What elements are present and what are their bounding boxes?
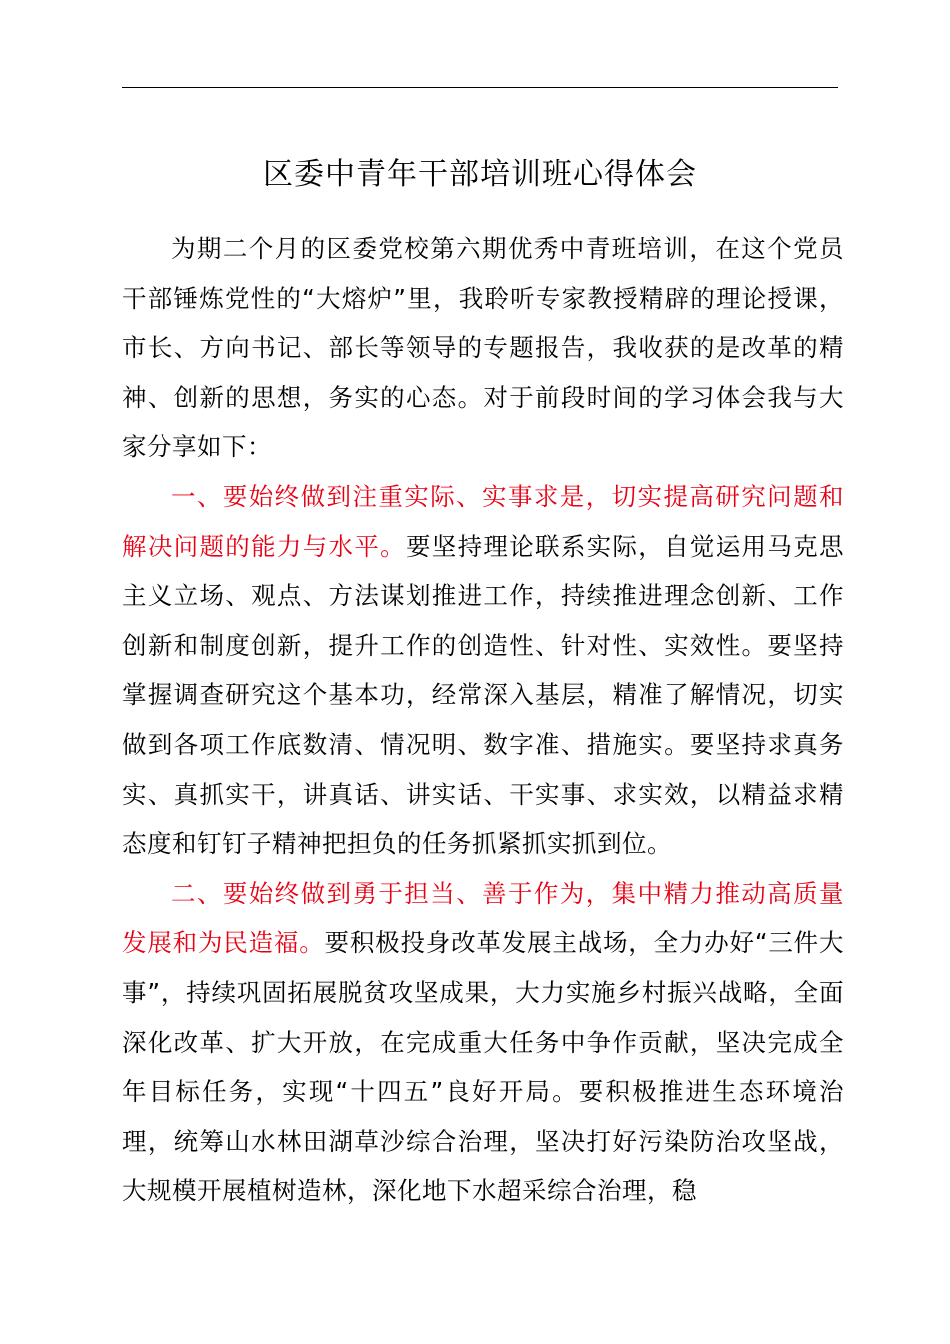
section-2-heading: 二、要始终做到勇于担当、善于作为，集中精力推动高质量发展和为民造福。 [122,878,844,958]
section-2-paragraph [122,869,844,1216]
section-1-heading: 一、要始终做到注重实际、实事求是，切实提高研究问题和解决问题的能力与水平。 [122,481,844,561]
document-title: 区委中青年干部培训班心得体会 [263,157,697,192]
document-body [122,224,844,1216]
header-rule [122,87,838,88]
section-1-body: 要坚持理论联系实际，自觉运用马克思主义立场、观点、方法谋划推进工作，持续推进理念创新、工作创新和制度创新，提升工作的创造性、针对性、实效性。要坚持掌握调查研究这个基本功，经常深入基层，精准了解情况，切实做到各项工作底数清、情况明、数字准、措施实。要坚持求真务实、真抓实干，讲真话、讲实话、干实事、求实效，以精益求精态度和钉钉子精神把担负的任务抓紧抓实抓到位。 [122,531,845,859]
section-1-paragraph [122,472,844,869]
intro-paragraph: 为期二个月的区委党校第六期优秀中青班培训，在这个党员干部锤炼党性的“大熔炉”里，我聆听专家教授精辟的理论授课，市长、方向书记、部长等领导的专题报告，我收获的是改革的精神、创新的思想，务实的心态。对于前段时间的学习体会我与大家分享如下： [122,234,844,462]
section-2-body: 要积极投身改革发展主战场，全力办好“三件大事”，持续巩固拓展脱贫攻坚成果，大力实施乡村振兴战略，全面深化改革、扩大开放，在完成重大任务中争作贡献，坚决完成全年目标任务，实现“十四五”良好开局。要积极推进生态环境治理，统筹山水林田湖草沙综合治理，坚决打好污染防治攻坚战，大规模开展植树造林，深化地下水超采综合治理，稳 [122,928,844,1206]
